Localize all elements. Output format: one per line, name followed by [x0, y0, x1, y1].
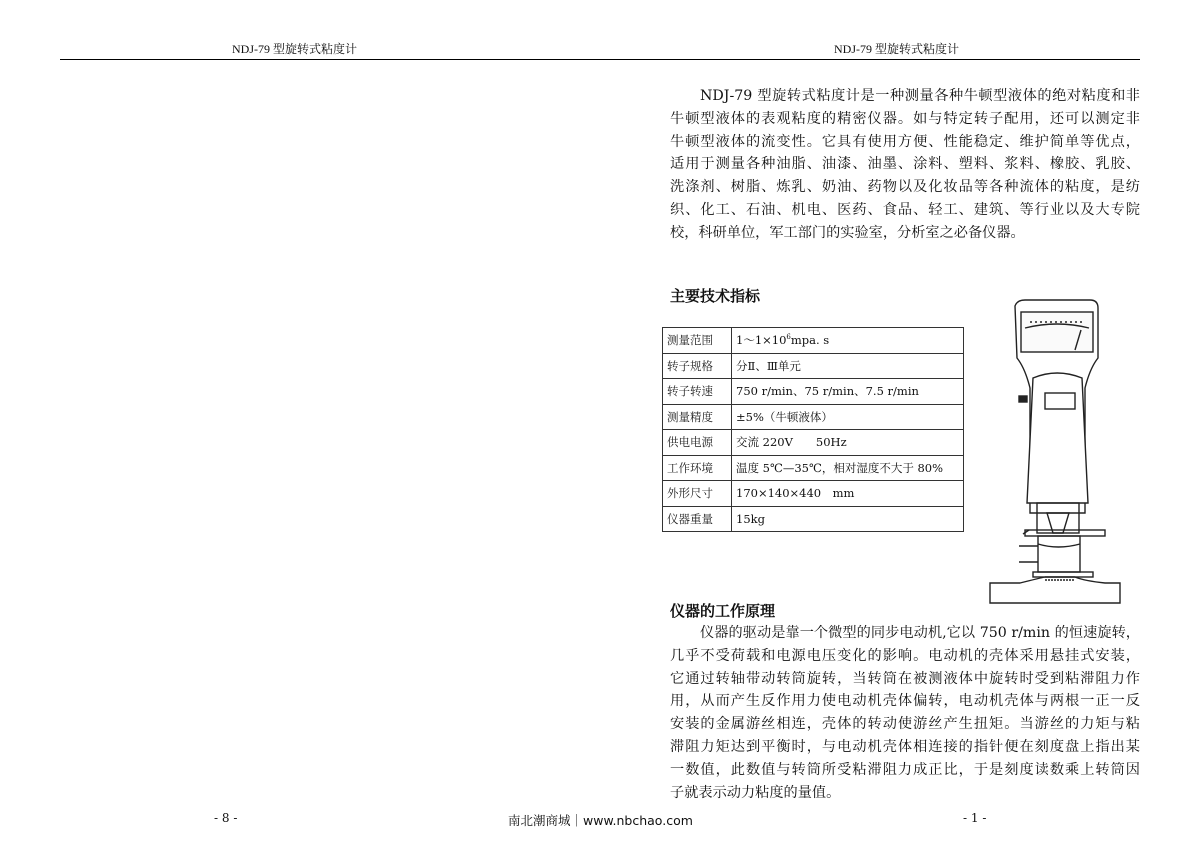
spec-value	[732, 328, 964, 354]
principle-line: 它通过转轴带动转筒旋转，当转筒在被测液体中旋转时受到粘滞阻力作	[670, 670, 1140, 687]
intro-line: 织、化工、石油、机电、医药、食品、轻工、建筑、等行业以及大专院	[670, 201, 1140, 218]
intro-line: 牛顿型液体的流变性。它具有使用方便、性能稳定、维护简单等优点，	[670, 133, 1140, 150]
spec-value: 750 r/min、75 r/min、7.5 r/min	[732, 379, 964, 405]
spec-value: 温度 5℃—35℃，相对湿度不大于 80%	[732, 455, 964, 481]
intro-line: 适用于测量各种油脂、油漆、油墨、涂料、塑料、浆料、橡胶、乳胶、	[670, 156, 1140, 173]
principle-line: 用，从而产生反作用力使电动机壳体偏转，电动机壳体与两根一正一反	[670, 693, 1140, 710]
spec-value: 15kg	[732, 506, 964, 532]
spec-label: 测量精度	[663, 404, 732, 430]
intro-paragraph	[670, 85, 1140, 245]
intro-line: 牛顿型液体的表观粘度的精密仪器。如与特定转子配用，还可以测定非	[670, 110, 1140, 127]
spec-value: 交流 220V 50Hz	[732, 430, 964, 456]
header-rule	[60, 59, 1140, 60]
page-number-right: - 1 -	[963, 811, 987, 825]
header-title-left: NDJ-79 型旋转式粘度计	[232, 42, 357, 56]
header-title-right: NDJ-79 型旋转式粘度计	[834, 42, 959, 56]
principle-line: 安装的金属游丝相连，壳体的转动使游丝产生扭矩。当游丝的力矩与粘	[670, 716, 1140, 733]
table-row	[663, 353, 964, 379]
principle-line: 子就表示动力粘度的量值。	[670, 784, 841, 801]
spec-label: 工作环境	[663, 455, 732, 481]
spec-label: 外形尺寸	[663, 481, 732, 507]
table-row	[663, 328, 964, 354]
intro-line: 校，科研单位，军工部门的实验室，分析室之必备仪器。	[670, 224, 1025, 241]
intro-line: NDJ-79 型旋转式粘度计是一种测量各种牛顿型液体的绝对粘度和非	[700, 88, 1140, 104]
spec-label: 测量范围	[663, 328, 732, 354]
page-number-left: - 8 -	[214, 811, 238, 825]
spec-label: 转子转速	[663, 379, 732, 405]
range-unit: mpa. s	[790, 333, 830, 348]
range-prefix: 1～1×10	[736, 333, 787, 348]
spec-label: 转子规格	[663, 353, 732, 379]
table-row	[663, 506, 964, 532]
principle-line: 几乎不受荷载和电源电压变化的影响。电动机的壳体采用悬挂式安装，	[670, 647, 1140, 664]
table-row	[663, 379, 964, 405]
viscometer-illustration	[985, 298, 1130, 608]
specs-heading: 主要技术指标	[670, 287, 761, 305]
table-row	[663, 455, 964, 481]
spec-value: 170×140×440 mm	[732, 481, 964, 507]
principle-line: 滞阻力矩达到平衡时，与电动机壳体相连接的指针便在刻度盘上指出某	[670, 738, 1140, 755]
principle-line: 仪器的驱动是靠一个微型的同步电动机,它以 750 r/min 的恒速旋转，	[700, 625, 1140, 641]
specs-table	[662, 327, 964, 532]
table-row	[663, 404, 964, 430]
table-row	[663, 481, 964, 507]
spec-label: 仪器重量	[663, 506, 732, 532]
principle-paragraph	[670, 622, 1140, 804]
principle-heading: 仪器的工作原理	[670, 602, 776, 620]
range-exponent: 6	[786, 333, 791, 342]
spec-label: 供电电源	[663, 430, 732, 456]
spec-value: 分Ⅱ、Ⅲ单元	[732, 353, 964, 379]
principle-line: 一数值，此数值与转筒所受粘滞阻力成正比，于是刻度读数乘上转筒因	[670, 761, 1140, 778]
spec-value: ±5%（牛顿液体）	[732, 404, 964, 430]
footer-brand-link[interactable]: 南北潮商城｜www.nbchao.com	[508, 813, 693, 828]
intro-line: 洗涤剂、树脂、炼乳、奶油、药物以及化妆品等各种流体的粘度，是纺	[670, 179, 1140, 196]
table-row	[663, 430, 964, 456]
